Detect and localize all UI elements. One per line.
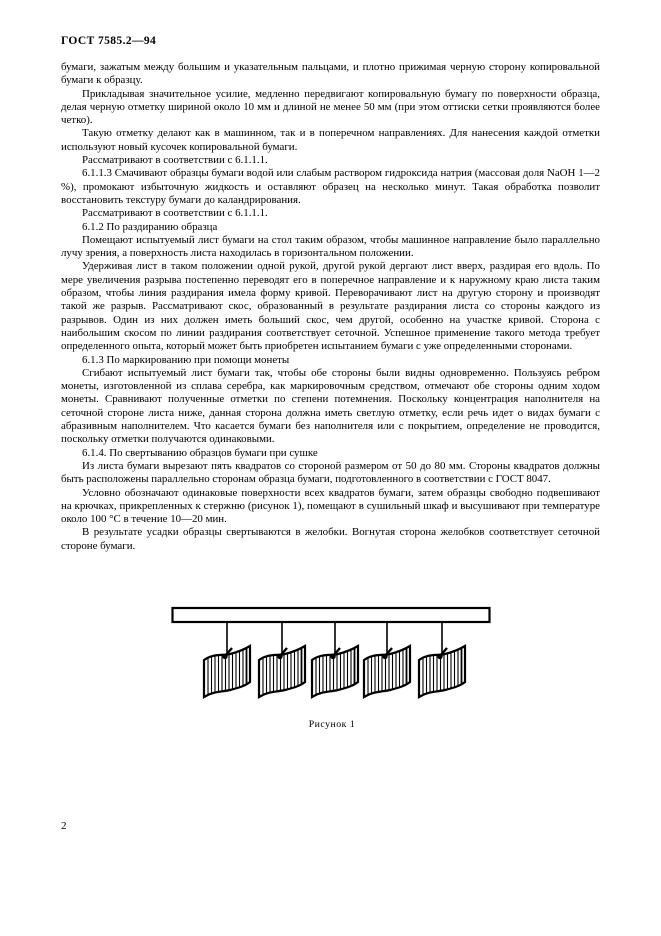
paragraph: Сгибают испытуемый лист бумаги так, чтобы обе стороны были видны одновременно. Пользуясь ребром монеты, изготовленной из сплава серебра, как маркировочным средством, отмечают обе стороны одним ходом монеты. Сравнивают полученные отметки по степени потемнения. Поскольку концентрация наполнителя на сеточной стороне листа ниже, данная сторона должна иметь светлую отметку, если речь идет о видах бумаги с абразивным наполнителем. Что касается бумаги без наполнителя или с покрытием, определение не проводится, поскольку отметки получаются одинаковыми. (61, 366, 600, 446)
curled-paper-sample (419, 644, 465, 702)
curled-paper-sample (312, 644, 358, 702)
curled-paper-sample (204, 644, 250, 702)
section-heading: 6.1.3 По маркированию при помощи монеты (82, 353, 290, 366)
curled-paper-sample (364, 644, 410, 702)
paragraph: Условно обозначают одинаковые поверхности всех квадратов бумаги, затем образцы свободно подвешивают на крючках, прикрепленных к стержню (рисунок 1), помещают в сушильный шкаф и высушивают при температуре около 100 °С в течение 10—20 мин. (61, 486, 600, 526)
paragraph: В результате усадки образцы свертываются в желобки. Вогнутая сторона желобков соответствует сеточной стороне бумаги. (61, 526, 600, 552)
paragraph: Рассматривают в соответствии с 6.1.1.1. (82, 154, 268, 167)
hanging-rod (173, 608, 490, 622)
paragraph: бумаги, зажатым между большим и указательным пальцами, и плотно прижимая черную сторону копировальной бумаги к образцу. (61, 61, 600, 87)
drying-rack-illustration (170, 604, 494, 716)
paragraph: 6.1.1.3 Смачивают образцы бумаги водой или слабым раствором гидроксида натрия (массовая доля NaOH 1—2 %), промокают избыточную жидкость и оставляют образец на несколько минут. Такая обработка позволит восстановить текстуру бумаги до каландрирования. (61, 167, 600, 206)
paragraph: Прикладывая значительное усилие, медленно передвигают копировальную бумагу по поверхности образца, делая черную отметку шириной около 10 мм и длиной не менее 50 мм (при этом оттиски сетки проявляются более четко). (61, 87, 600, 127)
paragraph: Помещают испытуемый лист бумаги на стол таким образом, чтобы машинное направление было параллельно лучу зрения, а поверхность листа находилась в горизонтальном положении. (61, 233, 600, 260)
document-body (61, 61, 600, 553)
figure-1 (170, 604, 494, 716)
curled-paper-sample (259, 644, 305, 702)
paragraph: Удерживая лист в таком положении одной рукой, другой рукой дергают лист вверх, раздирая его вдоль. По мере увеличения разрыва постепенно переводят его в поперечное направление и к наружному краю листа таким образом, чтобы линия раздирания имела форму кривой. Переворачивают лист на другую сторону и производят такой же разрыв. Рассматривают скос, образованный в результате раздирания листа со стороны каждого из разрывов. Один из них должен иметь больший скос, чем другой, особенно на участке кривой. Сторона с наибольшим скосом по линии раздирания соответствует сеточной. Успешное применение такого метода требует определенного опыта, который может быть приобретен испытанием бумаги с уже определенными сторонами. (61, 260, 600, 353)
section-heading: 6.1.4. По свертыванию образцов бумаги при сушке (82, 446, 318, 459)
paragraph: Рассматривают в соответствии с 6.1.1.1. (82, 207, 268, 220)
paragraph: Из листа бумаги вырезают пять квадратов со стороной размером от 50 до 80 мм. Стороны квадратов должны быть расположены параллельно сторонам образца бумаги, подготовленного в соответствии с ГОСТ 8047. (61, 459, 600, 486)
document-standard-number: ГОСТ 7585.2—94 (61, 35, 157, 47)
page-number: 2 (61, 820, 67, 832)
figure-caption: Рисунок 1 (308, 719, 356, 730)
section-heading: 6.1.2 По раздиранию образца (82, 220, 218, 233)
hanging-samples-group (204, 622, 465, 702)
paragraph: Такую отметку делают как в машинном, так и в поперечном направлениях. Для нанесения каждой отметки используют новый кусочек копировальной бумаги. (61, 127, 600, 153)
